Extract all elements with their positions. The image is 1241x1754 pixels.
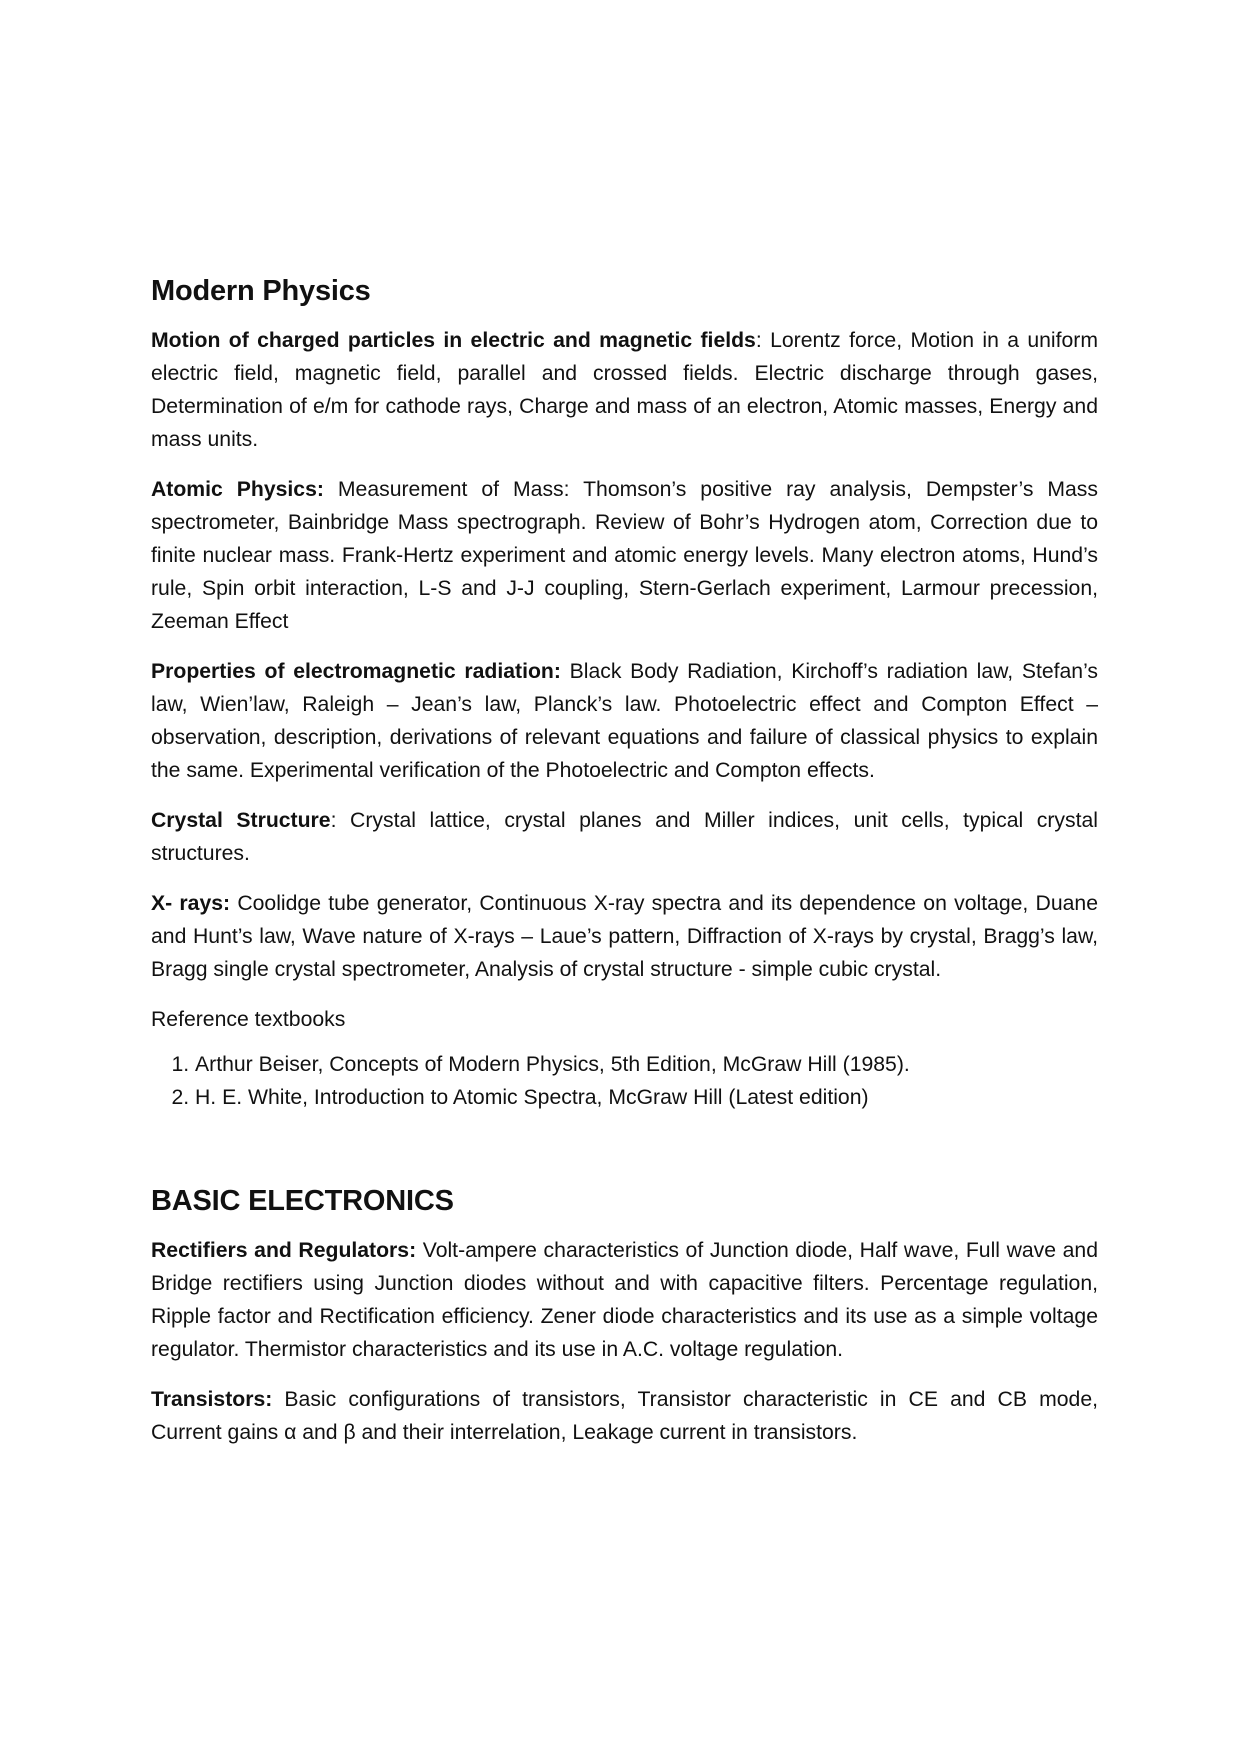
paragraph-heading: Rectifiers and Regulators: [151, 1239, 417, 1262]
reference-list [151, 1048, 1098, 1114]
references-label: Reference textbooks [151, 1008, 346, 1031]
paragraph-x-rays [151, 887, 1098, 986]
paragraph-rectifiers [151, 1234, 1098, 1366]
paragraph-atomic-physics [151, 473, 1098, 638]
paragraph-body: Coolidge tube generator, Continuous X-ray spectra and its dependence on voltage, Duane and Hunt’s law, Wave nature of X-rays – Laue’s pattern, Diffraction of X-rays by crystal, Bragg’s law, Bragg single crystal spectrometer, Analysis of crystal structure - simple cubic crystal. [151, 892, 1098, 981]
paragraph-body: Lorentz force, Motion in a uniform electric field, magnetic field, parallel and crossed fields. Electric discharge through gases, Determination of e/m for cathode rays, Charge and mass of an electron, Atomic masses, Energy and mass units. [151, 329, 1099, 451]
paragraph-crystal-structure: Crystal Structure: Crystal lattice, crystal planes and Miller indices, unit cells, typical crystal structures. [151, 809, 1098, 865]
paragraph-heading: Crystal Structure [151, 809, 331, 832]
paragraph-heading: Transistors: [151, 1388, 273, 1411]
section-title-basic-electronics: BASIC ELECTRONICS [151, 1185, 454, 1217]
paragraph-body: Black Body Radiation, Kirchoff’s radiation law, Stefan’s law, Wien’law, Raleigh – Jean’s law, Planck’s law. Photoelectric effect and Compton Effect – observation, description, derivations of relevant equations and failure of classical physics to explain the same. Experimental verification of the Photoelectric and Compton effects. [151, 660, 1098, 782]
paragraph-heading: Motion of charged particles in electric and magnetic fields [151, 329, 756, 352]
paragraph-heading: Atomic Physics: [151, 478, 324, 501]
paragraph-heading: Properties of electromagnetic radiation: [151, 660, 561, 683]
reference-item: 2. H. E. White, Introduction to Atomic Spectra, McGraw Hill (Latest edition) [195, 1081, 1098, 1114]
paragraph-body: Measurement of Mass: Thomson’s positive ray analysis, Dempster’s Mass spectrometer, Bainbridge Mass spectrograph. Review of Bohr’s Hydrogen atom, Correction due to finite nuclear mass. Frank-Hertz experiment and atomic energy levels. Many electron atoms, Hund’s rule, Spin orbit interaction, L-S and J-J coupling, Stern-Gerlach experiment, Larmour precession, Zeeman Effect [151, 478, 1098, 633]
paragraph-em-radiation [151, 655, 1098, 787]
paragraph-body: Volt-ampere characteristics of Junction diode, Half wave, Full wave and Bridge rectifiers using Junction diodes without and with capacitive filters. Percentage regulation, Ripple factor and Rectification efficiency. Zener diode characteristics and its use as a simple voltage regulator. Thermistor characteristics and its use in A.C. voltage regulation. [151, 1239, 1098, 1361]
section-title-modern-physics: Modern Physics [151, 275, 371, 307]
paragraph-body: Basic configurations of transistors, Transistor characteristic in CE and CB mode, Current gains α and β and their interrelation, Leakage current in transistors. [151, 1388, 1098, 1444]
paragraph-charged-particles: Motion of charged particles in electric and magnetic fields: Lorentz force, Motion in a uniform electric field, magnetic field, parallel and crossed fields. Electric discharge through gases, Determination of e/m for cathode rays, Charge and mass of an electron, Atomic masses, Energy and mass units. [151, 329, 1099, 451]
section-gap [151, 1114, 1098, 1182]
paragraph-transistors [151, 1383, 1098, 1449]
paragraph-body: Crystal lattice, crystal planes and Miller indices, unit cells, typical crystal structures. [151, 809, 1098, 865]
paragraph-heading: X- rays: [151, 892, 231, 915]
reference-item: 1. Arthur Beiser, Concepts of Modern Physics, 5th Edition, McGraw Hill (1985). [195, 1048, 1098, 1081]
document-page [151, 272, 1098, 1466]
